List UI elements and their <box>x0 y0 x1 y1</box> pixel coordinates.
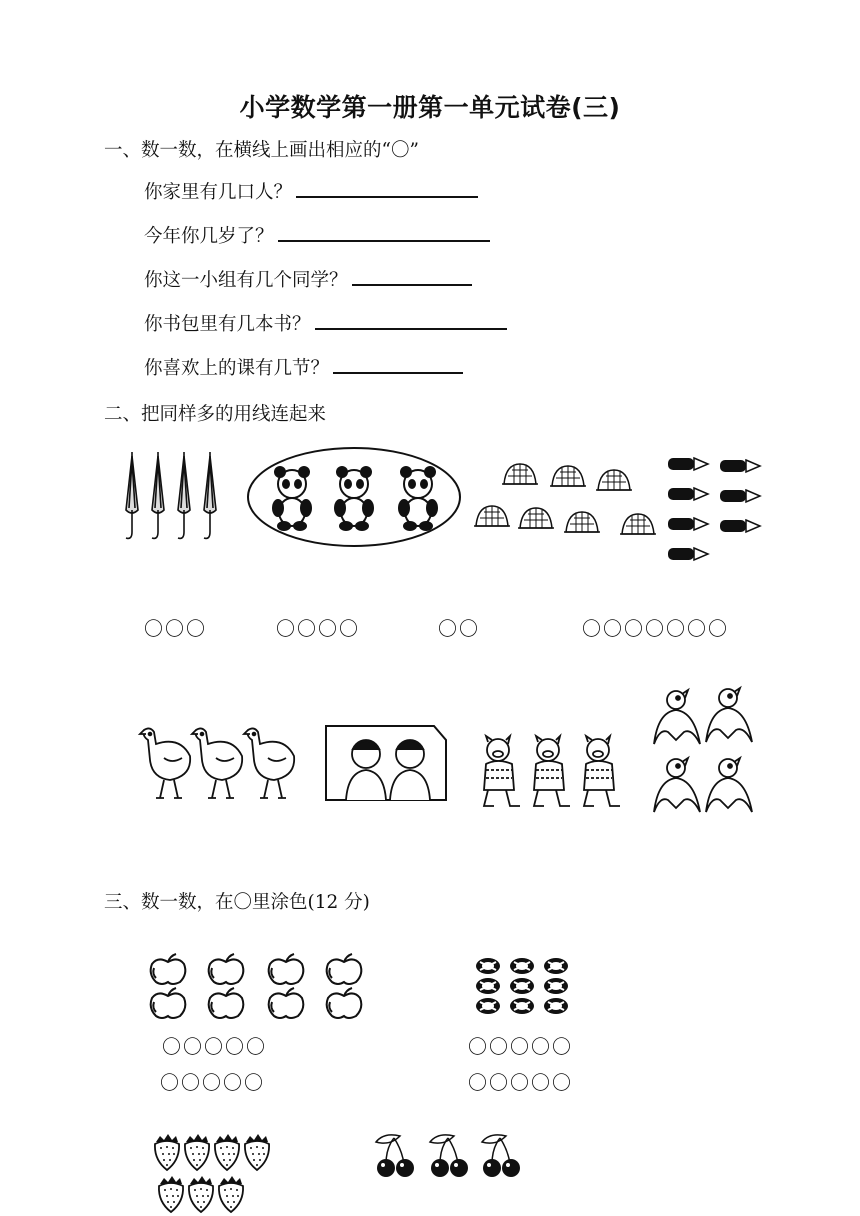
question-1-text: 你家里有几口人？ <box>144 182 293 203</box>
chicken-icon <box>140 722 300 802</box>
section2-heading: 二、把同样多的用线连起来 <box>104 404 327 425</box>
question-4-text: 你书包里有几本书？ <box>144 314 311 335</box>
mushroom-icon <box>472 460 662 544</box>
section1-heading: 一、数一数，在横线上画出相应的“〇” <box>104 140 419 161</box>
pig-icon <box>478 734 624 810</box>
ball-circle-row-2[interactable]: 〇〇〇〇〇 <box>468 1072 574 1094</box>
bird-icon <box>652 686 756 814</box>
children-icon <box>324 724 448 802</box>
panda-icon <box>246 446 462 548</box>
question-2-text: 今年你几岁了？ <box>144 226 274 247</box>
question-5-text: 你喜欢上的课有几节？ <box>144 358 330 379</box>
answer-line-3[interactable] <box>352 266 472 286</box>
section3-heading: 三、数一数，在〇里涂色(12 分) <box>104 892 370 913</box>
question-3 <box>144 266 472 292</box>
question-5 <box>144 354 463 380</box>
question-1 <box>144 178 478 204</box>
question-3-text: 你这一小组有几个同学？ <box>144 270 348 291</box>
answer-line-2[interactable] <box>278 222 490 242</box>
ball-icon <box>476 956 576 1018</box>
circle-group-3: 〇〇 <box>438 618 481 640</box>
pencil-icon <box>668 456 764 566</box>
apple-icon <box>146 952 370 1024</box>
circle-group-4: 〇〇〇〇〇〇〇 <box>582 618 730 640</box>
apple-circle-row-1[interactable]: 〇〇〇〇〇 <box>162 1036 268 1058</box>
strawberry-icon <box>152 1130 274 1214</box>
circle-group-1: 〇〇〇 <box>144 618 208 640</box>
umbrella-icon <box>118 452 230 544</box>
cherry-icon <box>372 1132 530 1180</box>
page-title: 小学数学第一册第一单元试卷(三) <box>239 93 621 122</box>
question-2 <box>144 222 490 248</box>
answer-line-1[interactable] <box>296 178 478 198</box>
ball-circle-row-1[interactable]: 〇〇〇〇〇 <box>468 1036 574 1058</box>
circle-group-2: 〇〇〇〇 <box>276 618 361 640</box>
answer-line-4[interactable] <box>315 310 507 330</box>
apple-circle-row-2[interactable]: 〇〇〇〇〇 <box>160 1072 266 1094</box>
answer-line-5[interactable] <box>333 354 463 374</box>
question-4 <box>144 310 507 336</box>
